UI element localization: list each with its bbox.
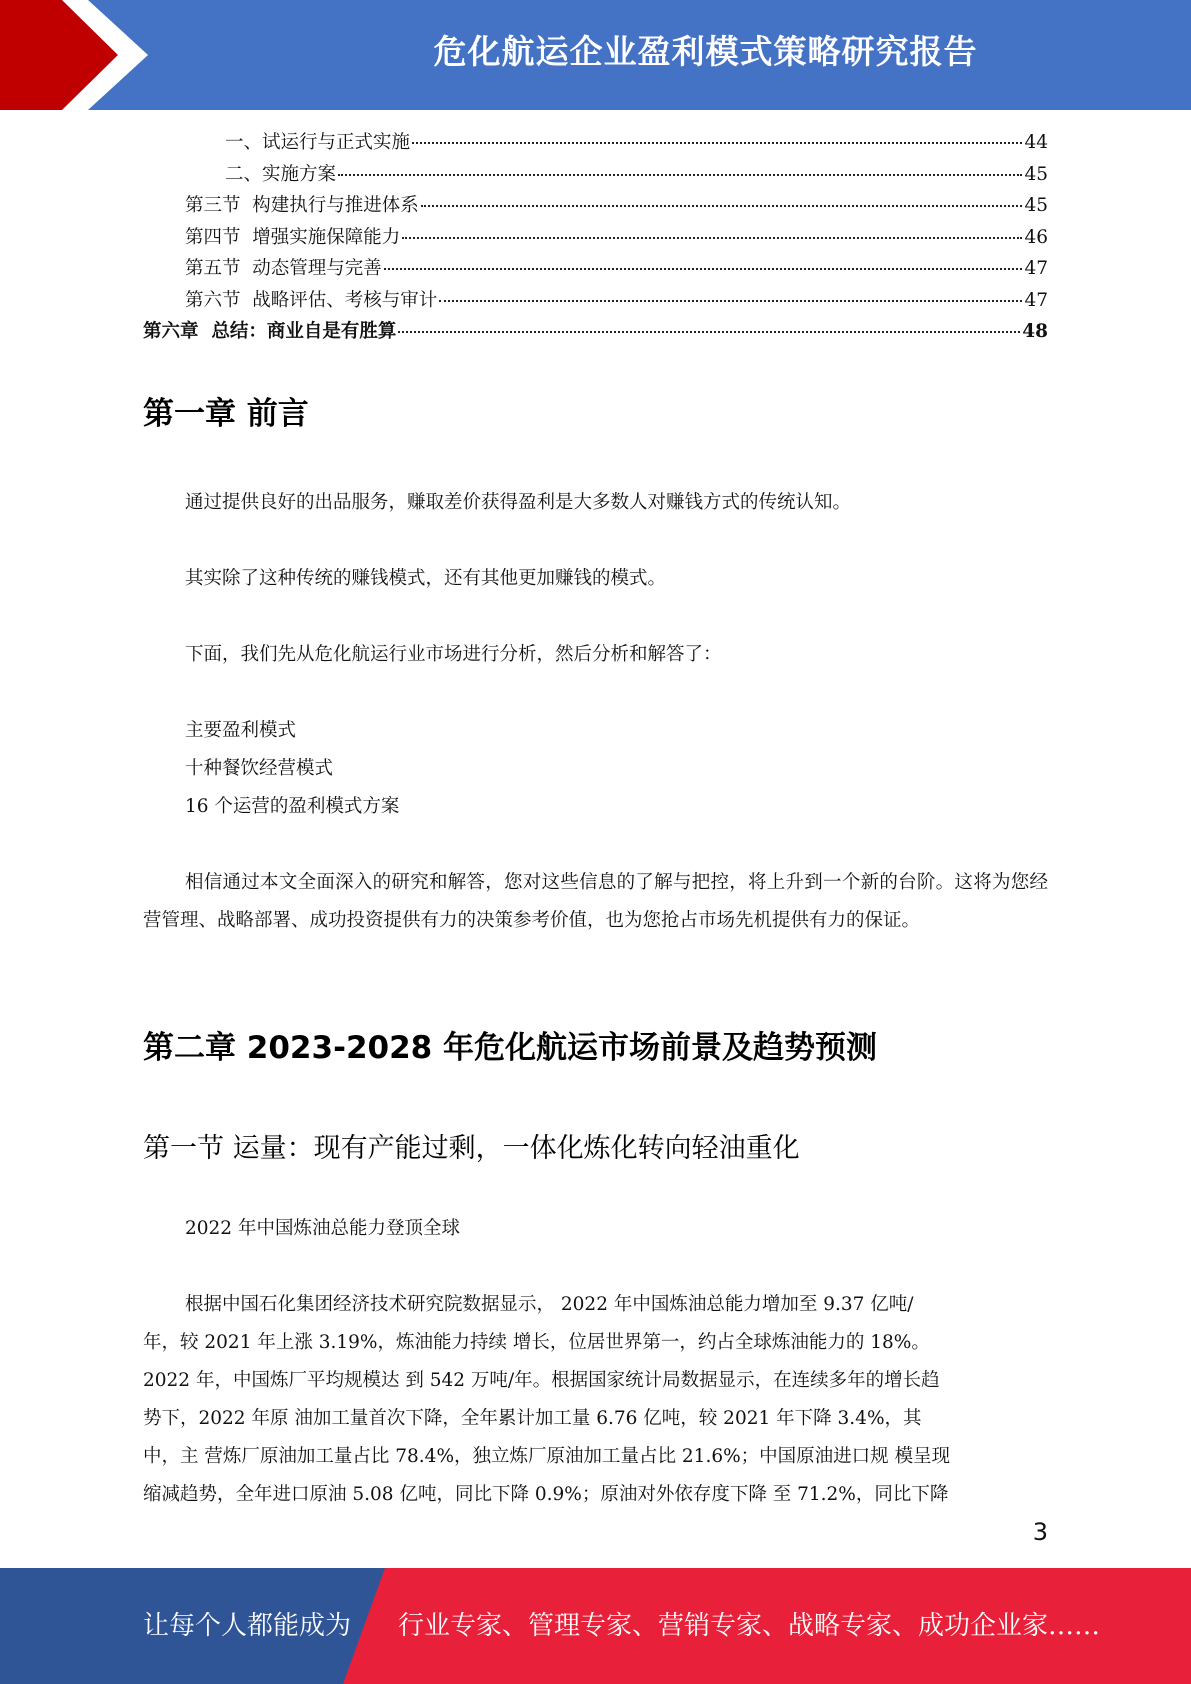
- toc-entry[interactable]: [143, 191, 1048, 223]
- chapter-1-paragraph-2: 其实除了这种传统的赚钱模式，还有其他更加赚钱的模式。: [185, 568, 667, 589]
- body-text-line: 缩减趋势，全年进口原油 5.08 亿吨，同比下降 0.9%；原油对外依存度下降 至 71.2%，同比下降: [143, 1484, 949, 1505]
- toc-entry-page: 47: [1024, 258, 1048, 279]
- chapter-1-paragraph-4: 相信通过本文全面深入的研究和解答，您对这些信息的了解与把控，将上升到一个新的台阶。这将为您经营管理、战略部署、成功投资提供有力的决策参考价值，也为您抢占市场先机提供有力的保证。: [143, 872, 1048, 931]
- toc-leader-dots: [412, 142, 1022, 144]
- toc-entry-page: 48: [1022, 321, 1048, 342]
- toc-entry-label: 第四节 增强实施保障能力: [185, 226, 401, 248]
- toc-entry[interactable]: [143, 317, 1048, 349]
- chapter-1-paragraph-3: 下面，我们先从危化航运行业市场进行分析，然后分析和解答了：: [185, 644, 722, 665]
- toc-entry[interactable]: [143, 223, 1048, 255]
- toc-entry-label: 第六节 战略评估、考核与审计: [185, 289, 438, 311]
- toc-leader-dots: [398, 331, 1020, 333]
- chapter-1-heading: 第一章 前言: [143, 396, 309, 432]
- chapter-1-paragraph-1: 通过提供良好的出品服务，赚取差价获得盈利是大多数人对赚钱方式的传统认知。: [185, 492, 852, 513]
- toc-entry-page: 44: [1024, 132, 1048, 153]
- page-footer: [0, 1568, 1191, 1684]
- toc-entry-page: 45: [1024, 163, 1048, 185]
- toc-entry-page: 46: [1024, 226, 1048, 248]
- toc-entry[interactable]: [143, 128, 1048, 160]
- body-text-line: 势下，2022 年原 油加工量首次下降，全年累计加工量 6.76 亿吨，较 2021 年下降 3.4%，其: [143, 1408, 922, 1429]
- toc-leader-dots: [338, 174, 1022, 176]
- toc-entry-page: 47: [1024, 289, 1048, 311]
- toc-entry-label: 一、试运行与正式实施: [225, 132, 411, 153]
- chapter-1-list-item: 主要盈利模式: [185, 720, 297, 741]
- toc-entry[interactable]: [143, 286, 1048, 318]
- section-1-heading: 第一节 运量：现有产能过剩，一体化炼化转向轻油重化: [143, 1133, 800, 1164]
- body-text-line: 2022 年，中国炼厂平均规模达 到 542 万吨/年。根据国家统计局数据显示，在连续多年的增长趋: [143, 1370, 940, 1391]
- body-text-line: 中，主 营炼厂原油加工量占比 78.4%，独立炼厂原油加工量占比 21.6%；中国原油进口规 模呈现: [143, 1446, 951, 1467]
- report-title: 危化航运企业盈利模式策略研究报告: [433, 32, 978, 71]
- section-1-subhead: 2022 年中国炼油总能力登顶全球: [185, 1218, 460, 1239]
- toc-entry-label: 第六章 总结：商业自是有胜算: [143, 321, 397, 342]
- toc-entry[interactable]: [143, 160, 1048, 192]
- chapter-1-list-item: 16 个运营的盈利模式方案: [185, 796, 400, 817]
- footer-slogan-right: 行业专家、管理专家、营销专家、战略专家、成功企业家……: [398, 1611, 1101, 1641]
- footer-slogan-left: 让每个人都能成为: [143, 1611, 352, 1641]
- body-text-line: 根据中国石化集团经济技术研究院数据显示， 2022 年中国炼油总能力增加至 9.37 亿吨/: [185, 1294, 914, 1315]
- chapter-2-heading: 第二章 2023-2028 年危化航运市场前景及趋势预测: [143, 1030, 878, 1066]
- toc-entry-label: 第五节 动态管理与完善: [185, 258, 382, 279]
- toc-entry-label: 第三节 构建执行与推进体系: [185, 195, 419, 216]
- chapter-1-list-item: 十种餐饮经营模式: [185, 758, 334, 779]
- table-of-contents: [143, 128, 1048, 349]
- toc-leader-dots: [439, 300, 1022, 302]
- page-header: [0, 0, 1191, 110]
- toc-leader-dots: [384, 268, 1023, 270]
- toc-leader-dots: [402, 237, 1022, 239]
- header-arrow-decoration: [0, 0, 200, 110]
- body-text-line: 年，较 2021 年上涨 3.19%，炼油能力持续 增长，位居世界第一，约占全球炼油能力的 18%。: [143, 1332, 930, 1353]
- page-number: 3: [1032, 1518, 1048, 1546]
- toc-entry-label: 二、实施方案: [225, 163, 337, 185]
- toc-entry[interactable]: [143, 254, 1048, 286]
- toc-leader-dots: [421, 205, 1023, 207]
- toc-entry-page: 45: [1024, 195, 1048, 216]
